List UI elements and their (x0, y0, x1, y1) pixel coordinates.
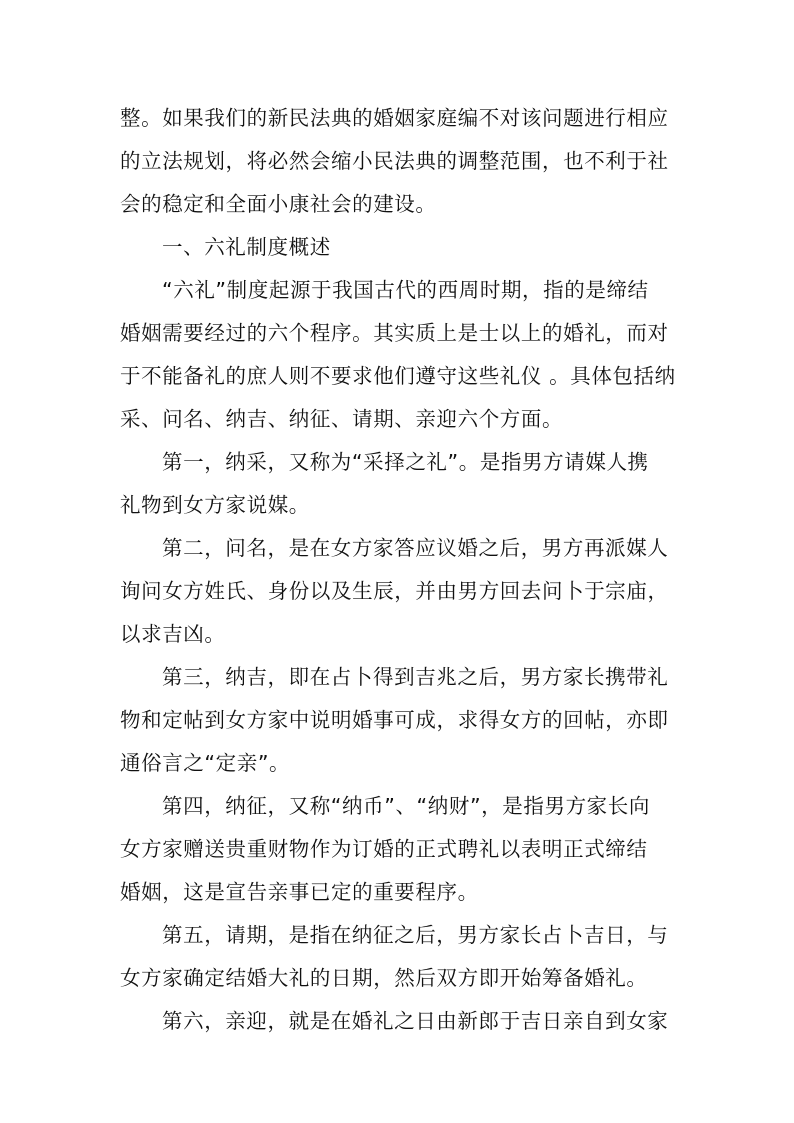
text-line: 第五，请期，是指在纳征之后，男方家长占卜吉日，与 (162, 923, 669, 947)
text-line: 婚姻，这是宣告亲事已定的重要程序。 (120, 880, 479, 904)
text-line: “六礼”制度起源于我国古代的西周时期，指的是缔结 (162, 278, 649, 302)
text-line: 礼物到女方家说媒。 (120, 493, 310, 517)
text-line: 通俗言之“定亲”。 (120, 751, 291, 775)
text-line: 于不能备礼的庶人则不要求他们遵守这些礼仪 。具体包括纳 (120, 364, 676, 388)
section-heading: 一、六礼制度概述 (162, 235, 331, 259)
text-line: 采、问名、纳吉、纳征、请期、亲迎六个方面。 (120, 407, 564, 431)
text-line: 整。如果我们的新民法典的婚姻家庭编不对该问题进行相应 (120, 106, 669, 130)
text-line: 女方家确定结婚大礼的日期，然后双方即开始筹备婚礼。 (120, 966, 648, 990)
text-line: 会的稳定和全面小康社会的建设。 (120, 192, 437, 216)
text-line: 物和定帖到女方家中说明婚事可成，求得女方的回帖，亦即 (120, 708, 669, 732)
text-line: 第六，亲迎，就是在婚礼之日由新郎于吉日亲自到女家 (162, 1009, 669, 1033)
text-line: 询问女方姓氏、身份以及生辰，并由男方回去问卜于宗庙， (120, 579, 669, 603)
text-line: 婚姻需要经过的六个程序。其实质上是士以上的婚礼，而对 (120, 321, 669, 345)
text-line: 第一，纳采，又称为“采择之礼”。是指男方请媒人携 (162, 450, 649, 474)
text-line: 第三，纳吉，即在占卜得到吉兆之后，男方家长携带礼 (162, 665, 669, 689)
text-line: 以求吉凶。 (120, 622, 226, 646)
text-line: 第四，纳征，又称“纳币”、“纳财”，是指男方家长向 (162, 794, 650, 818)
text-line: 的立法规划，将必然会缩小民法典的调整范围，也不利于社 (120, 149, 669, 173)
text-line: 女方家赠送贵重财物作为订婚的正式聘礼以表明正式缔结 (120, 837, 648, 861)
text-line: 第二，问名，是在女方家答应议婚之后，男方再派媒人 (162, 536, 669, 560)
